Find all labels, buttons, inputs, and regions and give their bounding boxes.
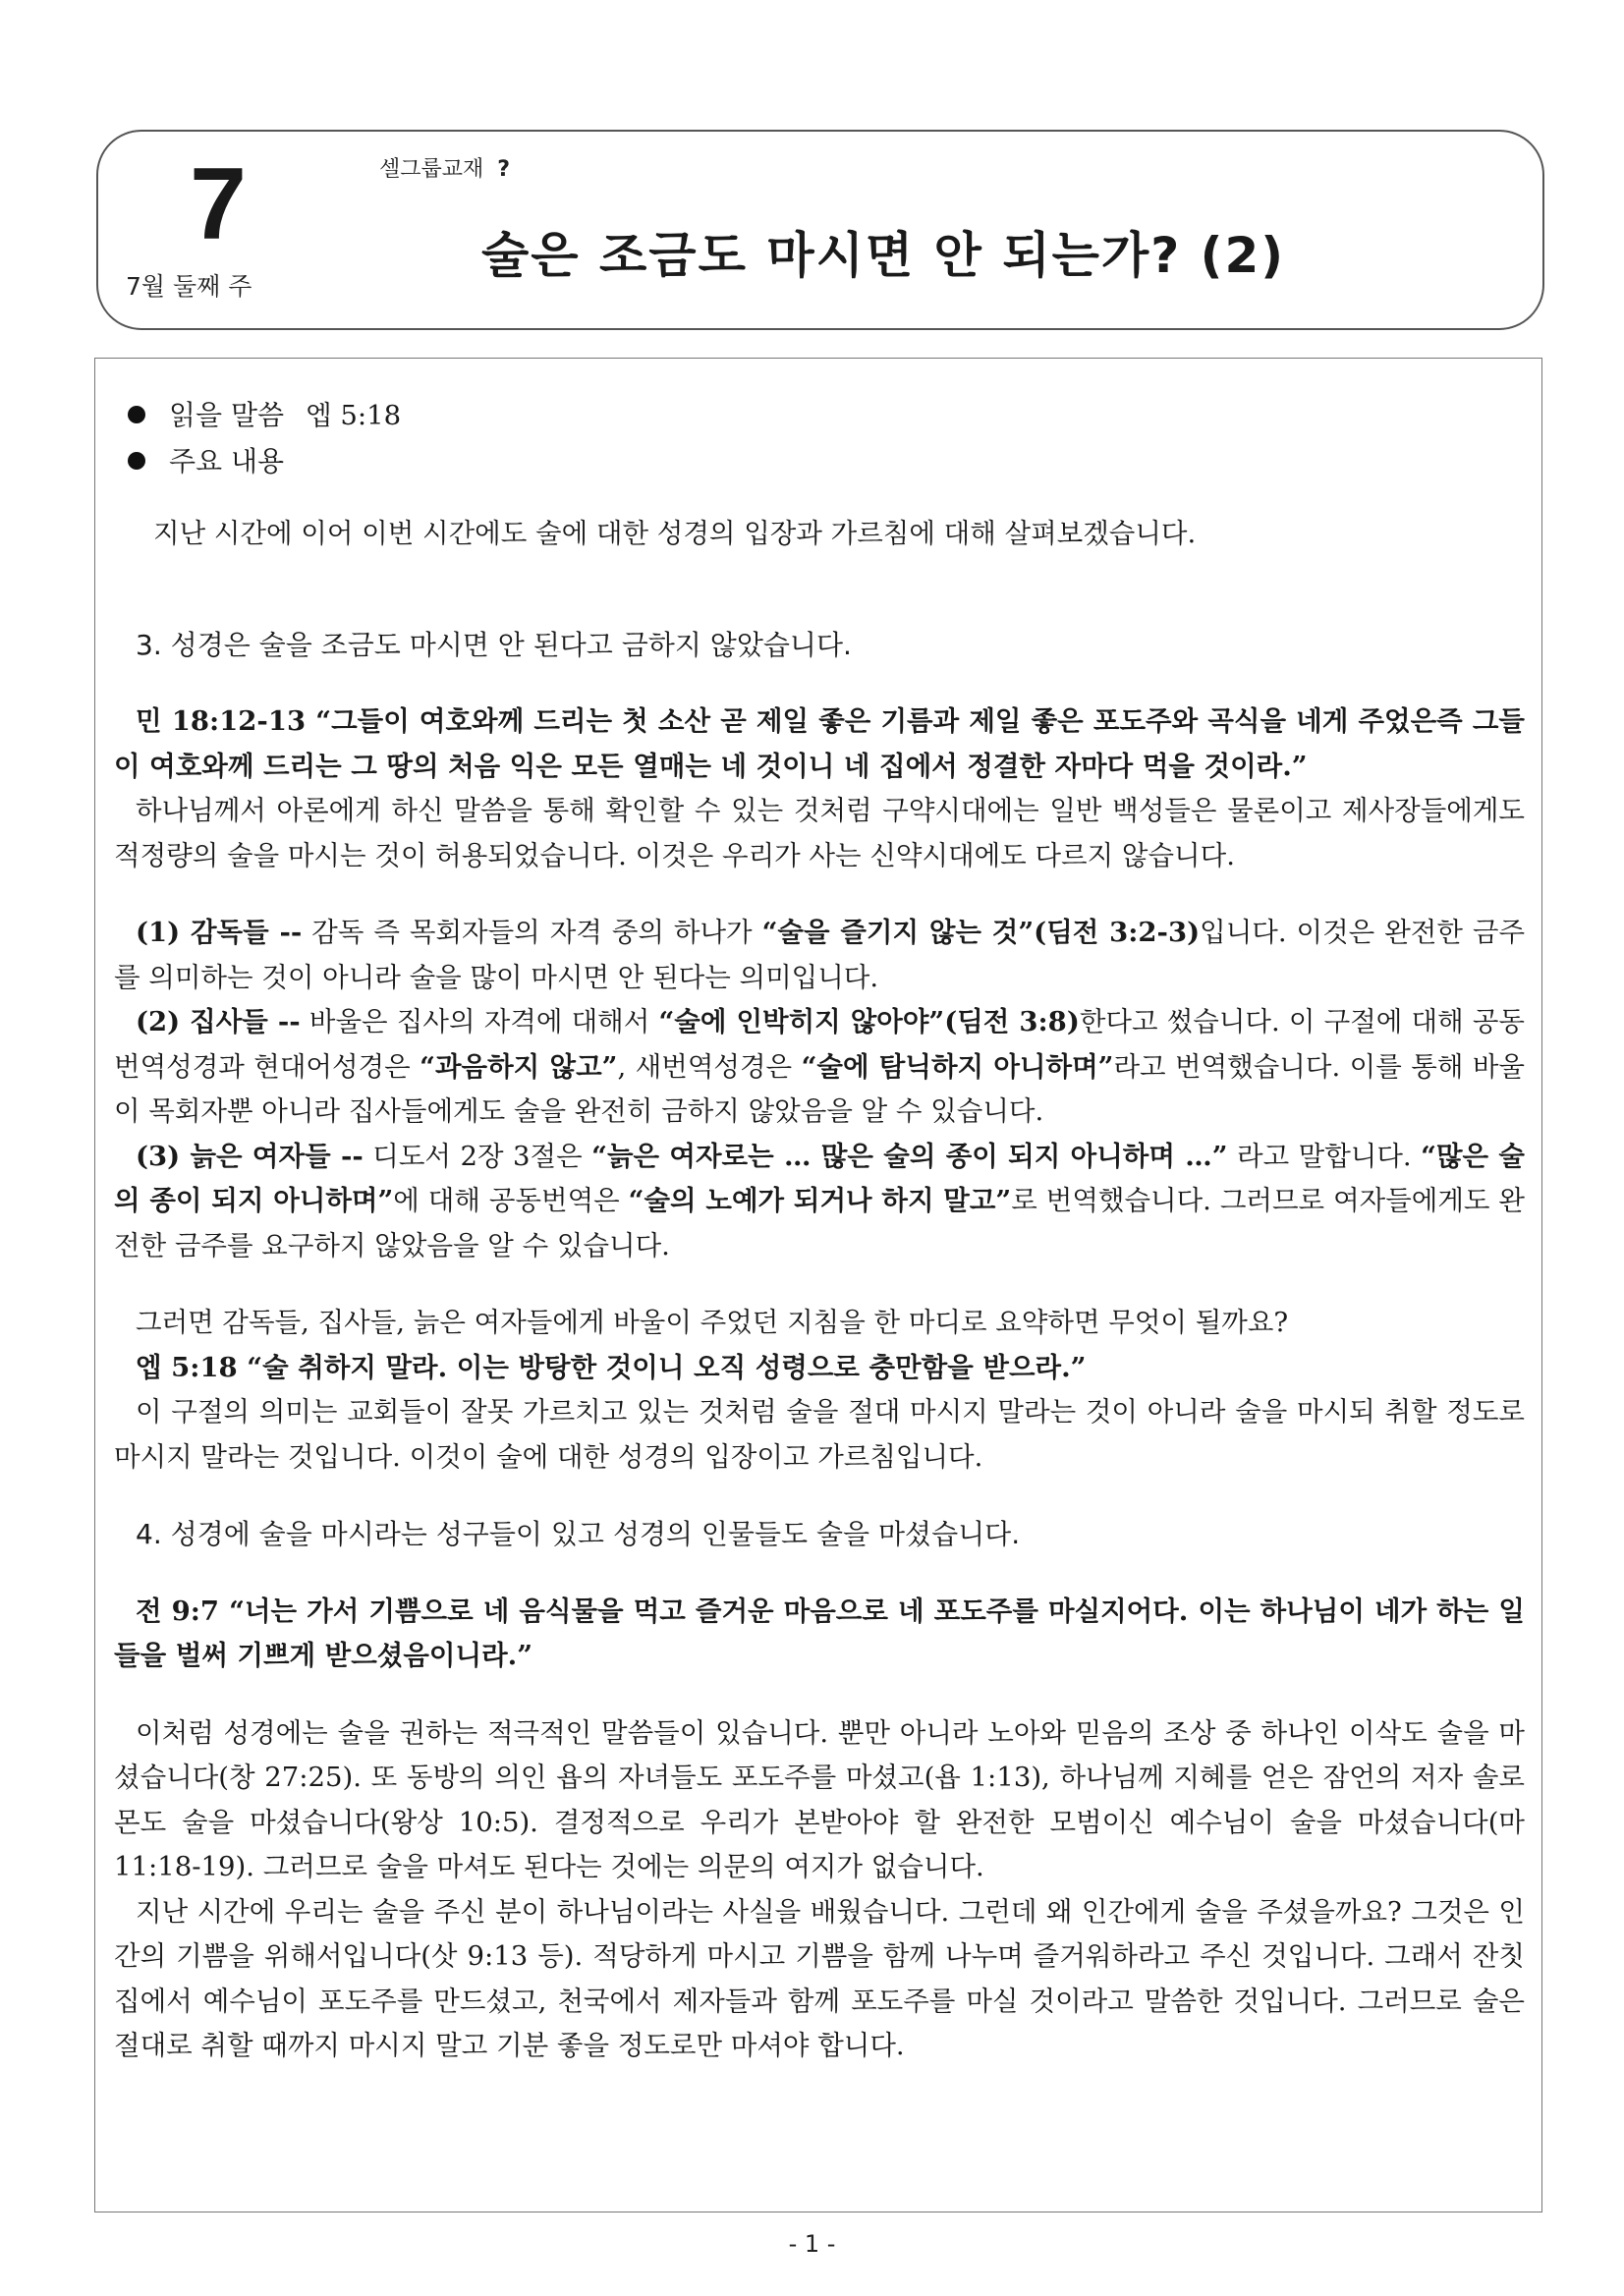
lesson-title: 술은 조금도 마시면 안 되는가? (2) [481,227,1286,284]
item-overseers: (1) 감독들 -- 감독 즉 목회자들의 자격 중의 하나가 “술을 즐기지 않는 것”(딤전 3:2-3)입니다. 이것은 완전한 금주를 의미하는 것이 아니라 술을 많이 마시면 안 된다는 의미입니다. [114,917,1526,993]
lesson-content [114,393,1525,2069]
section-heading-4: 4. 성경에 술을 마시라는 성구들이 있고 성경의 인물들도 술을 마셨습니다. [136,1518,1021,1550]
item-label: (1) 감독들 -- [136,917,303,948]
series-mark: ? [497,157,511,182]
bullet-icon [128,406,145,423]
item-quote: “늙은 여자로는 … 많은 술의 종이 되지 아니하며 …” [591,1140,1228,1172]
series-label [379,152,510,183]
page-number: - 1 - [788,2230,836,2258]
summary-line [114,439,1525,485]
bullet-icon [128,452,145,470]
reading-label: 읽을 말씀 [169,399,285,431]
item-label: (2) 집사들 -- [136,1006,301,1037]
reading-line [114,393,1525,439]
verse-eccl-9-7 [114,1590,1525,1679]
item-older-women: (3) 늙은 여자들 -- 디도서 2장 3절은 “늙은 여자로는 … 많은 술의 종이 되지 아니하며 …” 라고 말합니다. “많은 술의 종이 되지 아니하며”에 대해 공동번역은 “술의 노예가 되거나 하지 말고”로 번역했습니다. 그러므로 여자들에게도 완전한 금주를 요구하지 않았음을 알 수 있습니다. [114,1140,1525,1261]
section-heading-3: 3. 성경은 술을 조금도 마시면 안 된다고 금하지 않았습니다. [136,628,852,661]
item-quote: “술에 인박히지 않아야”(딤전 3:8) [658,1006,1080,1037]
item-label: (3) 늙은 여자들 -- [136,1140,364,1172]
intro-paragraph: 지난 시간에 이어 이번 시간에도 술에 대한 성경의 입장과 가르침에 대해 살펴보겠습니다. [153,518,1197,549]
week-label: 7월 둘째 주 [126,272,252,301]
verse-num-18 [114,700,1525,789]
item-quote: “과음하지 않고” [420,1050,618,1083]
item-quote: “술을 즐기지 않는 것”(딤전 3:2-3) [761,917,1201,948]
question-paragraph: 그러면 감독들, 집사들, 늙은 여자들에게 바울이 주었던 지침을 한 마디로 요약하면 무엇이 될까요? [136,1307,1289,1338]
summary-label: 주요 내용 [169,444,285,477]
verse-text: 전 9:7 “너는 가서 기쁨으로 네 음식물을 먹고 즐거운 마음으로 네 포도주를 마실지어다. 이는 하나님이 네가 하는 일들을 벌써 기쁘게 받으셨음이니라.” [114,1595,1525,1671]
paragraph-purpose: 지난 시간에 우리는 술을 주신 분이 하나님이라는 사실을 배웠습니다. 그런데 왜 인간에게 술을 주셨을까요? 그것은 인간의 기쁨을 위해서입니다(삿 9:13 등). 적당하게 마시고 기쁨을 함께 나누며 즐거워하라고 주신 것입니다. 그래서 잔칫집에서 예수님이 포도주를 만드셨고, 천국에서 제자들과 함께 포도주를 마실 것이라고 말씀한 것입니다. 그러므로 술은 절대로 취할 때까지 마시지 말고 기분 좋을 정도로만 마셔야 합니다. [114,1895,1525,2061]
reading-ref: 엡 5:18 [306,400,402,431]
paragraph-priests: 하나님께서 아론에게 하신 말씀을 통해 확인할 수 있는 것처럼 구약시대에는 일반 백성들은 물론이고 제사장들에게도 적정량의 술을 마시는 것이 허용되었습니다. 이것은 우리가 사는 신약시대에도 다르지 않습니다. [114,795,1525,871]
item-quote: “많은 술의 종이 되지 아니하며” [114,1140,1525,1216]
lesson-number: 7 [190,147,247,261]
paragraph-meaning: 이 구절의 의미는 교회들이 잘못 가르치고 있는 것처럼 술을 절대 마시지 말라는 것이 아니라 술을 마시되 취할 정도로 마시지 말라는 것입니다. 이것이 술에 대한 성경의 입장이고 가르침입니다. [114,1396,1525,1473]
item-deacons: (2) 집사들 -- 바울은 집사의 자격에 대해서 “술에 인박히지 않아야”(딤전 3:8)한다고 썼습니다. 이 구절에 대해 공동번역성경과 현대어성경은 “과음하지 않고”, 새번역성경은 “술에 탐닉하지 아니하며”라고 번역했습니다. 이를 통해 바울이 목회자뿐 아니라 집사들에게도 술을 완전히 금하지 않았음을 알 수 있습니다. [114,1006,1525,1127]
series-name: 셀그룹교재 [379,157,484,182]
verse-eph-5-18 [114,1346,1525,1391]
verse-text: 민 18:12-13 “그들이 여호와께 드리는 첫 소산 곧 제일 좋은 기름과 제일 좋은 포도주와 곡식을 네게 주었은즉 그들이 여호와께 드리는 그 땅의 처음 익은 모든 열매는 네 것이니 네 집에서 정결한 자마다 먹을 것이라.” [114,705,1525,782]
paragraph-examples: 이처럼 성경에는 술을 권하는 적극적인 말씀들이 있습니다. 뿐만 아니라 노아와 믿음의 조상 중 하나인 이삭도 술을 마셨습니다(창 27:25). 또 동방의 의인 욥의 자녀들도 포도주를 마셨고(욥 1:13), 하나님께 지혜를 얻은 잠언의 저자 솔로몬도 술을 마셨습니다(왕상 10:5). 결정적으로 우리가 본받아야 할 완전한 모범이신 예수님이 술을 마셨습니다(마 11:18-19). 그러므로 술을 마셔도 된다는 것에는 의문의 여지가 없습니다. [114,1716,1525,1882]
item-quote: “술의 노예가 되거나 하지 말고” [628,1185,1012,1216]
item-quote: “술에 탐닉하지 아니하며” [801,1050,1114,1083]
verse-text: 엡 5:18 “술 취하지 말라. 이는 방탕한 것이니 오직 성령으로 충만함을 받으라.” [136,1351,1087,1383]
